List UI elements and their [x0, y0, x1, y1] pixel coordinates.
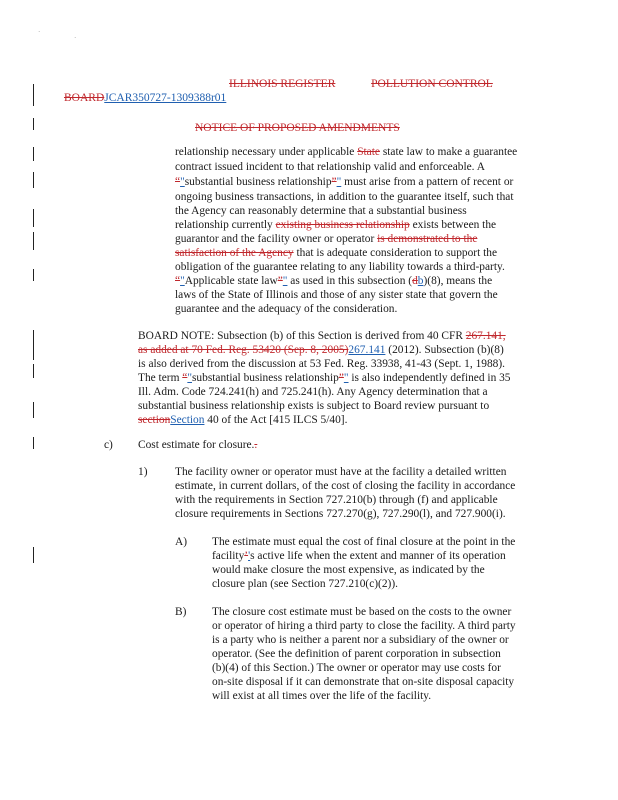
- text-line: the Agency can reasonably determine that a substantial business: [175, 205, 467, 217]
- text-line: substantial business relationship exists is subject to Board review pursuant to: [138, 400, 490, 412]
- text-line: closure requirements in Sections 727.270(g), 727.290(l), and 727.900(i).: [175, 508, 506, 520]
- text-line: is also derived from the discussion at 53 Fed. Reg. 33938, 41-43 (Sept. 1, 1988).: [138, 358, 505, 370]
- text-line: guarantor and the facility owner or operator is demonstrated to the: [175, 233, 478, 245]
- text-line: The facility owner or operator must have at the facility a detailed written: [175, 466, 507, 478]
- text-line: guarantee and the adequacy of the consideration.: [175, 303, 398, 315]
- doc-code: JCAR350727-1309388r01: [104, 92, 227, 104]
- text-line: The estimate must equal the cost of final closure at the point in the: [212, 536, 516, 548]
- change-bar: [33, 84, 34, 106]
- header-line: [229, 78, 493, 90]
- text-line: sectionSection 40 of the Act [415 ILCS 5/40].: [138, 414, 348, 426]
- text-line: ongoing business transactions, in addition to the guarantee itself, such that: [175, 191, 514, 203]
- doc-code-line: [64, 92, 226, 104]
- text-line: facility’'s active life when the extent and manner of its operation: [212, 550, 506, 562]
- section-marker: c): [104, 439, 113, 451]
- text-line: “"Applicable state law”" as used in this subsection (db)(8), means the: [175, 275, 493, 287]
- change-bar: [33, 364, 34, 378]
- text-line: laws of the State of Illinois and those of any sister state that govern the: [175, 289, 498, 301]
- text-line: satisfaction of the Agency that is adequate consideration to support the: [175, 247, 498, 259]
- item-marker: B): [175, 606, 187, 618]
- notice-title: NOTICE OF PROPOSED AMENDMENTS: [195, 122, 400, 134]
- text-line: will exist at all times over the life of the facility.: [212, 690, 432, 702]
- board-title: POLLUTION CONTROL: [371, 78, 493, 90]
- change-bar: [33, 209, 34, 227]
- text-line: is a party who is neither a parent nor a subsidiary of the owner or: [212, 634, 509, 646]
- notice-line: [195, 122, 400, 134]
- text-line: relationship necessary under applicable State state law to make a guarantee: [175, 146, 518, 158]
- text-line: obligation of the guarantee relating to any liability towards a third-party.: [175, 261, 505, 273]
- text-line: would make closure the most expensive, as indicated by the: [212, 564, 485, 576]
- text-line: The closure cost estimate must be based on the costs to the owner: [212, 606, 512, 618]
- change-bar: [33, 172, 34, 188]
- text-line: or operator of hiring a third party to close the facility. A third party: [212, 620, 516, 632]
- text-line: BOARD NOTE: Subsection (b) of this Section is derived from 40 CFR 267.141,: [138, 330, 506, 342]
- text-line: estimate, in current dollars, of the cost of closing the facility in accordance: [175, 480, 516, 492]
- scan-speck: ·: [74, 34, 77, 42]
- item-marker: A): [175, 536, 188, 548]
- text-line: contract issued incident to that relationship valid and enforceable. A: [175, 161, 485, 173]
- text-line: relationship currently existing business relationship exists between the: [175, 219, 497, 231]
- change-bar: [33, 118, 34, 130]
- scan-speck: ·: [38, 28, 41, 36]
- text-line: on-site disposal if it can demonstrate that on-site disposal capacity: [212, 676, 515, 688]
- change-bar: [33, 269, 34, 281]
- text-line: “"substantial business relationship”" must arise from a pattern of recent or: [175, 176, 514, 188]
- change-bar: [33, 437, 34, 449]
- change-bar: [33, 232, 34, 250]
- text-line: closure plan (see Section 727.210(c)(2)).: [212, 578, 398, 590]
- text-line: with the requirements in Section 727.210(b) through (f) and applicable: [175, 494, 498, 506]
- item-marker: 1): [138, 466, 148, 478]
- text-line: Ill. Adm. Code 724.241(h) and 725.241(h). Any Agency determination that a: [138, 386, 488, 398]
- text-line: The term “"substantial business relationship”" is also independently defined in 35: [138, 372, 511, 384]
- register-title: ILLINOIS REGISTER: [229, 78, 336, 90]
- change-bar: [33, 547, 34, 563]
- text-line: (b)(4) of this Section.) The owner or operator may use costs for: [212, 662, 501, 674]
- change-bar: [33, 402, 34, 418]
- change-bar: [33, 330, 34, 360]
- section-heading: Cost estimate for closure..: [138, 439, 258, 451]
- change-bar: [33, 147, 34, 161]
- board-word: BOARD: [64, 92, 105, 104]
- text-line: operator. (See the definition of parent corporation in subsection: [212, 648, 501, 660]
- text-line: as added at 70 Fed. Reg. 53420 (Sep. 8, 2005)267.141 (2012). Subsection (b)(8): [138, 344, 504, 356]
